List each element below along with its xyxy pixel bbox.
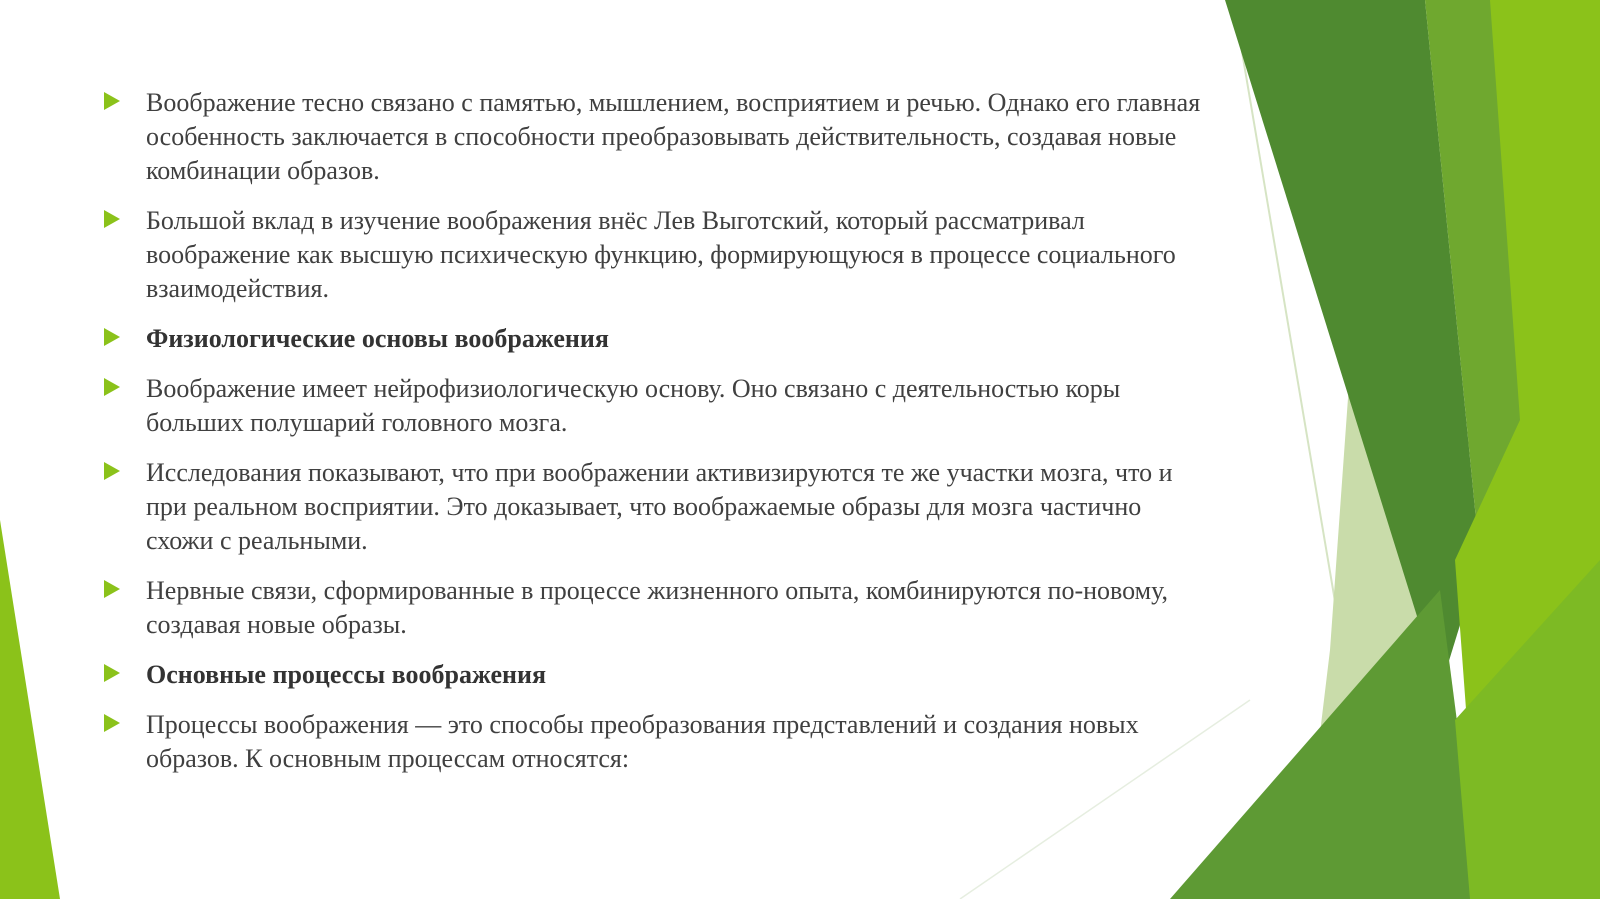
bullet-item (98, 204, 1208, 306)
triangle-right-icon (104, 714, 120, 732)
triangle-right-icon (104, 378, 120, 396)
section-heading: Физиологические основы воображения (146, 324, 609, 353)
bullet-text: Большой вклад в изучение воображения внёс Лев Выготский, который рассматривал воображение как высшую психическую функцию, формирующуюся в процессе социального взаимодействия. (146, 206, 1176, 303)
bullet-list (98, 86, 1208, 776)
triangle-right-icon (104, 328, 120, 346)
section-heading-bullet (98, 322, 1208, 356)
bullet-item (98, 86, 1208, 188)
section-heading-bullet (98, 658, 1208, 692)
bullet-item (98, 574, 1208, 642)
triangle-right-icon (104, 664, 120, 682)
triangle-right-icon (104, 92, 120, 110)
bullet-text: Нервные связи, сформированные в процессе жизненного опыта, комбинируются по-новому, создавая новые образы. (146, 576, 1168, 639)
bullet-item (98, 456, 1208, 558)
triangle-right-icon (104, 580, 120, 598)
lower-green-triangle (1170, 590, 1480, 899)
bullet-item (98, 372, 1208, 440)
bullet-text: Процессы воображения — это способы преобразования представлений и создания новых образов. К основным процессам относятся: (146, 710, 1139, 773)
bullet-text: Воображение тесно связано с памятью, мышлением, восприятием и речью. Однако его главная особенность заключается в способности преобразовывать действительность, создавая новые комбинации образов. (146, 88, 1201, 185)
triangle-right-icon (104, 210, 120, 228)
bullet-item (98, 708, 1208, 776)
triangle-right-icon (104, 462, 120, 480)
left-green-sliver (0, 520, 60, 899)
bullet-text: Исследования показывают, что при воображении активизируются те же участки мозга, что и при реальном восприятии. Это доказывает, что воображаемые образы для мозга частично схожи с реальными. (146, 458, 1173, 555)
bullet-text: Воображение имеет нейрофизиологическую основу. Оно связано с деятельностью коры больших полушарий головного мозга. (146, 374, 1121, 437)
content-area (98, 86, 1208, 792)
section-heading: Основные процессы воображения (146, 660, 547, 689)
